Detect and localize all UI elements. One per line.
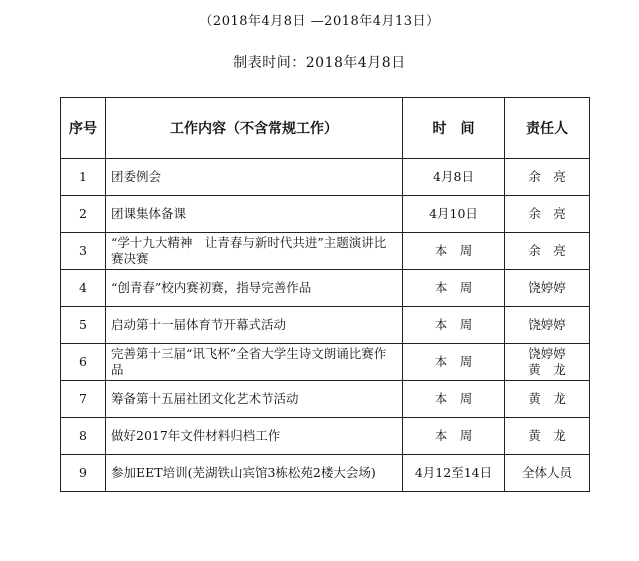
row-person [505,344,590,381]
table-row [61,196,590,233]
row-no: 1 [61,159,106,196]
row-content: 参加EET培训(芜湖铁山宾馆3栋松苑2楼大会场) [106,455,403,492]
row-content: 筹备第十五届社团文化艺术节活动 [106,381,403,418]
table-row [61,233,590,270]
table-header-row [61,98,590,159]
row-no: 7 [61,381,106,418]
row-content: 做好2017年文件材料归档工作 [106,418,403,455]
table-row [61,455,590,492]
row-no: 2 [61,196,106,233]
row-person [505,270,590,307]
row-time: 本 周 [403,344,505,381]
table-row [61,344,590,381]
row-time: 本 周 [403,307,505,344]
row-content: 团课集体备课 [106,196,403,233]
row-time: 本 周 [403,418,505,455]
row-person [505,381,590,418]
row-time: 4月10日 [403,196,505,233]
schedule-table [60,97,590,492]
row-person [505,455,590,492]
person-name: 余 亮 [528,169,566,184]
row-no: 3 [61,233,106,270]
row-person [505,233,590,270]
row-content: “学十九大精神 让青春与新时代共进”主题演讲比赛决赛 [106,233,403,270]
column-header-content: 工作内容（不含常规工作） [106,98,403,159]
row-time: 本 周 [403,270,505,307]
row-time: 4月12至14日 [403,455,505,492]
person-name: 余 亮 [528,243,566,258]
person-name: 黄 龙 [528,391,566,406]
row-person [505,196,590,233]
table-row [61,307,590,344]
person-name: 饶婷婷 [528,280,566,295]
row-person [505,159,590,196]
row-no: 8 [61,418,106,455]
made-time: 制表时间：2018年4月8日 [233,55,406,71]
table-row [61,418,590,455]
date-range: （2018年4月8日 —2018年4月13日） [199,14,440,29]
row-person [505,418,590,455]
column-header-no: 序号 [61,98,106,159]
row-no: 5 [61,307,106,344]
person-name: 饶婷婷 [528,317,566,332]
table-row [61,270,590,307]
column-header-person: 责任人 [505,98,590,159]
person-name-second: 黄 龙 [528,362,566,377]
row-content: “创青春”校内赛初赛，指导完善作品 [106,270,403,307]
person-name: 黄 龙 [528,428,566,443]
table-row [61,381,590,418]
row-content: 团委例会 [106,159,403,196]
person-name: 全体人员 [521,465,572,480]
row-person [505,307,590,344]
row-content: 启动第十一届体育节开幕式活动 [106,307,403,344]
row-time: 本 周 [403,233,505,270]
row-no: 4 [61,270,106,307]
row-no: 6 [61,344,106,381]
row-no: 9 [61,455,106,492]
person-name: 饶婷婷 [528,346,566,361]
person-name: 余 亮 [528,206,566,221]
row-time: 本 周 [403,381,505,418]
table-row [61,159,590,196]
column-header-time: 时 间 [403,98,505,159]
row-content: 完善第十三届“讯飞杯”全省大学生诗文朗诵比赛作品 [106,344,403,381]
row-time: 4月8日 [403,159,505,196]
